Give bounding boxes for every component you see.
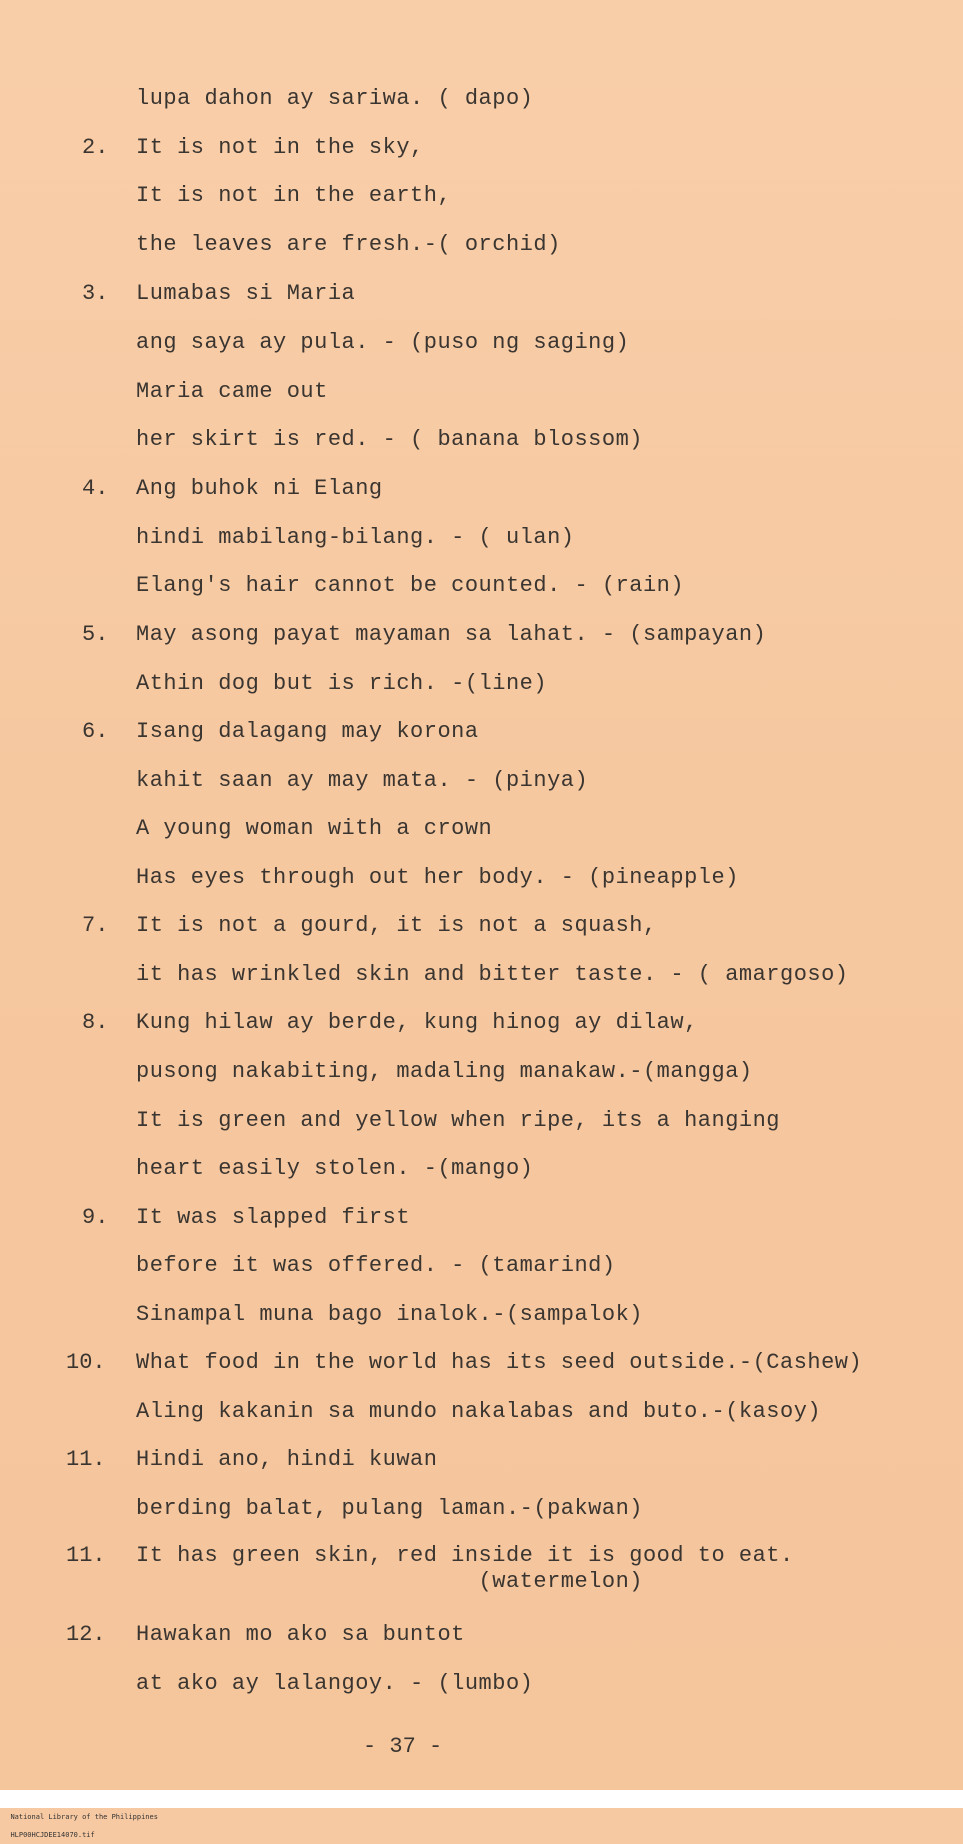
text-line: It is not in the sky,: [136, 135, 424, 160]
text-line: pusong nakabiting, madaling manakaw.-(mangga): [136, 1059, 753, 1084]
text-line: Sinampal muna bago inalok.-(sampalok): [136, 1302, 643, 1327]
text-line: Has eyes through out her body. - (pineapple): [136, 865, 739, 890]
text-line: Hawakan mo ako sa buntot: [136, 1622, 465, 1647]
item-number: 2.: [82, 135, 109, 160]
text-line: berding balat, pulang laman.-(pakwan): [136, 1496, 643, 1521]
item-number: 12.: [66, 1622, 106, 1647]
item-number: 11.: [66, 1543, 106, 1568]
item-number: 5.: [82, 622, 109, 647]
text-line: lupa dahon ay sariwa. ( dapo): [136, 86, 534, 111]
item-number: 4.: [82, 476, 109, 501]
item-number: 3.: [82, 281, 109, 306]
text-line: it has wrinkled skin and bitter taste. - ( amargoso): [136, 962, 849, 987]
text-line: her skirt is red. - ( banana blossom): [136, 427, 643, 452]
text-line: (watermelon): [136, 1569, 643, 1594]
item-number: 11.: [66, 1447, 106, 1472]
text-line: It is green and yellow when ripe, its a hanging: [136, 1108, 781, 1133]
scan-footer: [0, 1790, 963, 1839]
text-line: Isang dalagang may korona: [136, 719, 479, 744]
item-number: 7.: [82, 913, 109, 938]
text-line: kahit saan ay may mata. - (pinya): [136, 768, 589, 793]
text-line: Hindi ano, hindi kuwan: [136, 1447, 438, 1472]
text-line: at ako ay lalangoy. - (lumbo): [136, 1671, 534, 1696]
text-line: heart easily stolen. -(mango): [136, 1156, 534, 1181]
text-line: It is not a gourd, it is not a squash,: [136, 913, 657, 938]
text-line: ang saya ay pula. - (puso ng saging): [136, 330, 630, 355]
text-line: hindi mabilang-bilang. - ( ulan): [136, 525, 575, 550]
footer-file: HLP00HCJDEE14070.tif: [10, 1831, 95, 1839]
text-line: Elang's hair cannot be counted. - (rain): [136, 573, 685, 598]
item-number: 6.: [82, 719, 109, 744]
text-line: the leaves are fresh.-( orchid): [136, 232, 561, 257]
text-line: Lumabas si Maria: [136, 281, 356, 306]
page-number: - 37 -: [363, 1734, 443, 1759]
text-line: Ang buhok ni Elang: [136, 476, 383, 501]
item-number: 9.: [82, 1205, 109, 1230]
text-line: It was slapped first: [136, 1205, 411, 1230]
text-line: It is not in the earth,: [136, 183, 452, 208]
text-line: Maria came out: [136, 379, 328, 404]
text-line: It has green skin, red inside it is good to eat.: [136, 1543, 794, 1568]
footer-source: National Library of the Philippines: [10, 1813, 158, 1821]
text-line: before it was offered. - (tamarind): [136, 1253, 616, 1278]
text-line: Athin dog but is rich. -(line): [136, 671, 548, 696]
text-line: May asong payat mayaman sa lahat. - (sampayan): [136, 622, 767, 647]
item-number: 10.: [66, 1350, 106, 1375]
text-line: What food in the world has its seed outside.-(Cashew): [136, 1350, 863, 1375]
item-number: 8.: [82, 1010, 109, 1035]
text-line: Kung hilaw ay berde, kung hinog ay dilaw,: [136, 1010, 698, 1035]
text-line: Aling kakanin sa mundo nakalabas and buto.-(kasoy): [136, 1399, 822, 1424]
text-line: A young woman with a crown: [136, 816, 493, 841]
